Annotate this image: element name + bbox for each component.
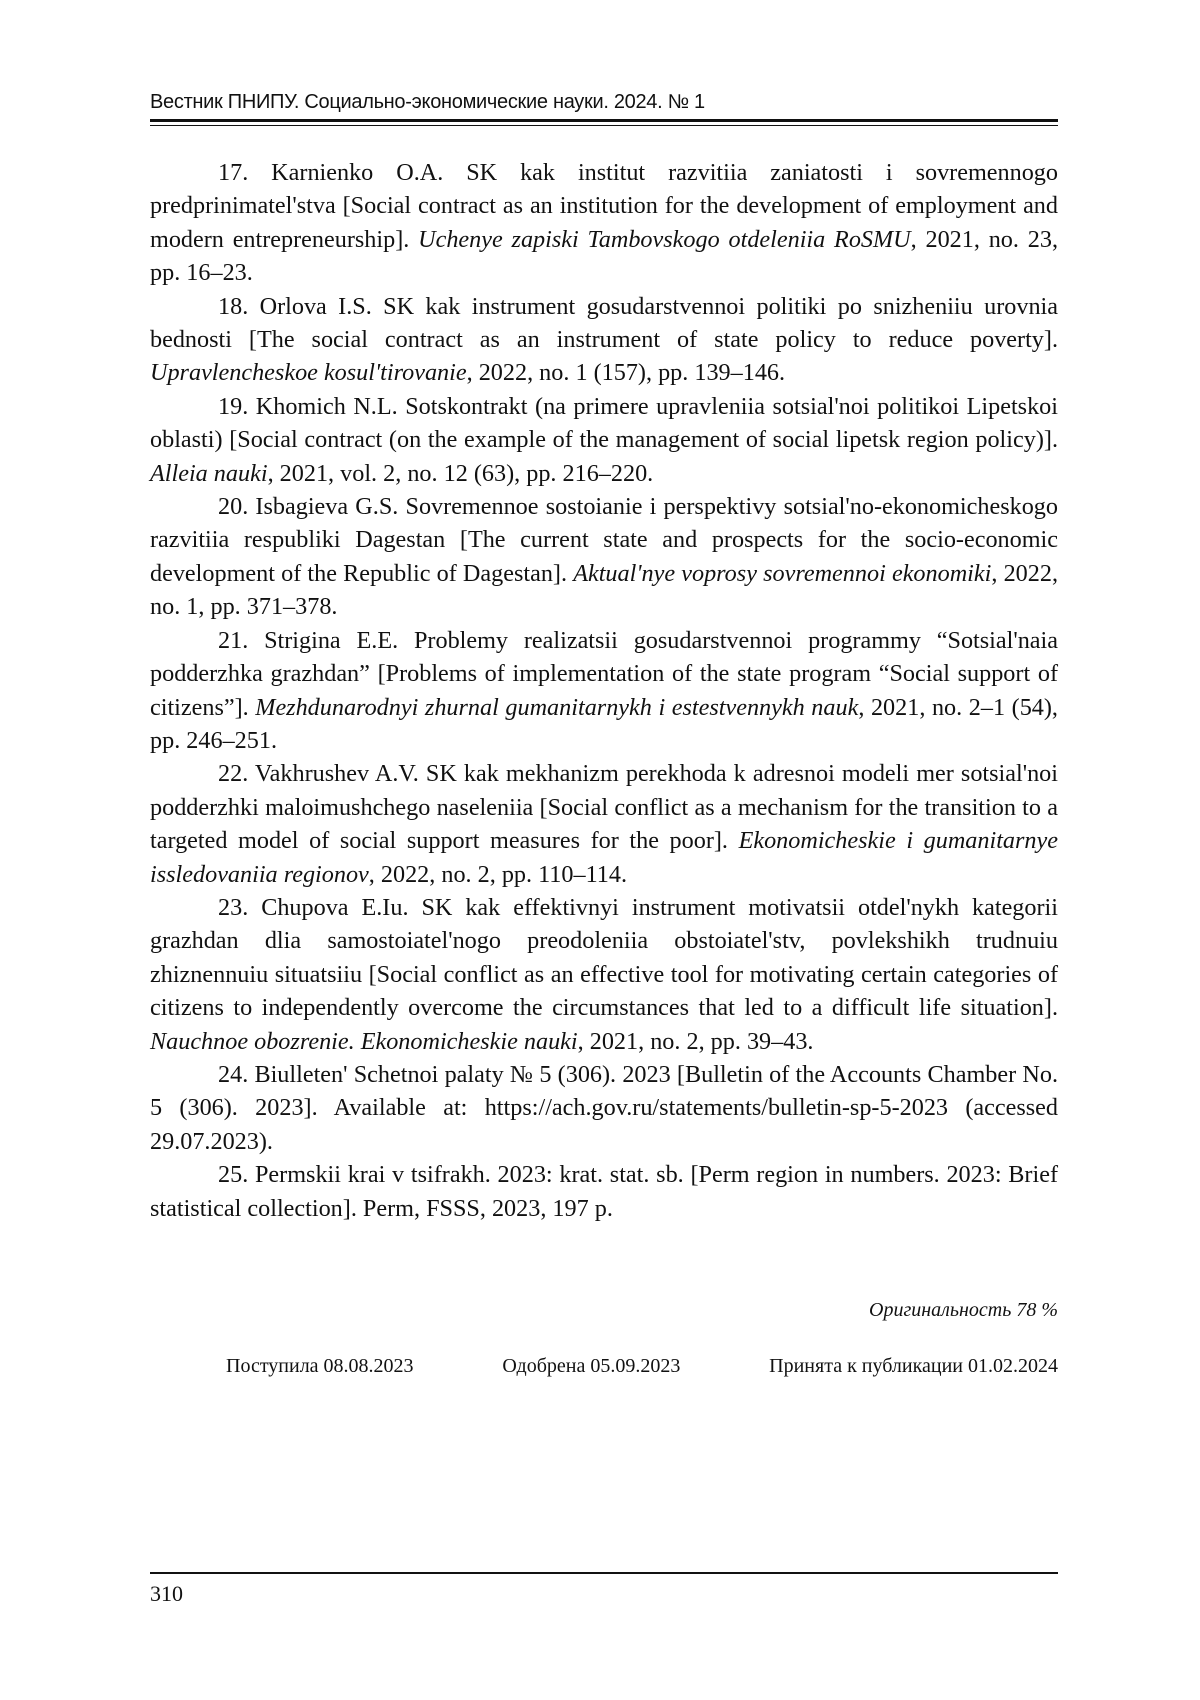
reference-text: 22. Vakhrushev A.V. SK kak mekhanizm perekhoda k adresnoi modeli mer sotsial'noi podderzhki maloimushchego naseleniia [Social conflict as a mechanism for the transition to a targeted model of social support measures for the poor]. — [150, 760, 1058, 855]
publication-dates — [226, 1353, 1058, 1379]
reference-details: , 2021, no. 23, pp. 16–23. — [150, 225, 1058, 287]
reference-item-24 — [150, 1058, 1058, 1158]
reference-item-25 — [150, 1158, 1058, 1225]
reference-list — [150, 156, 1058, 1225]
reference-details: , 2021, vol. 2, no. 12 (63), pp. 216–220. — [267, 459, 654, 487]
reference-source: Mezhdunarodnyi zhurnal gumanitarnykh i estestvennykh nauk — [255, 693, 859, 721]
reference-source: Aktual'nye voprosy sovremennoi ekonomiki — [573, 559, 992, 587]
reference-text: 24. Biulleten' Schetnoi palaty № 5 (306). 2023 [Bulletin of the Accounts Chamber No. 5 (306). 2023]. Available at: https://ach.gov.ru/statements/bulletin-sp-5-2023 (accessed 29.07.2023). — [150, 1060, 1058, 1155]
reference-text: 18. Orlova I.S. SK kak instrument gosudarstvennoi politiki po snizheniiu urovnia bednosti [The social contract as an instrument of state policy to reduce poverty]. — [150, 292, 1058, 354]
reference-item-23 — [150, 891, 1058, 1058]
reference-item-20 — [150, 490, 1058, 624]
received-date: Поступила 08.08.2023 — [226, 1355, 414, 1377]
reference-text: 20. Isbagieva G.S. Sovremennoe sostoianie i perspektivy sotsial'no-ekonomicheskogo razvitiia respubliki Dagestan [The current state and prospects for the socio-economic development of the Republic of Dagestan]. — [150, 493, 1058, 587]
reference-text: 25. Permskii krai v tsifrakh. 2023: krat. stat. sb. [Perm region in numbers. 2023: Brief statistical collection]. Perm, FSSS, 2023, 197 p. — [150, 1161, 1058, 1222]
reference-source: Upravlencheskoe kosul'tirovanie — [150, 359, 467, 387]
reference-source: Uchenye zapiski Tambovskogo otdeleniia RoSMU — [418, 225, 911, 253]
reference-text: 23. Chupova E.Iu. SK kak effektivnyi instrument motivatsii otdel'nykh kategorii grazhdan dlia samostoiatel'nogo preodoleniia obstoiatel'stv, povlekshikh trudnuiu zhiznennuiu situatsiiu [Social conflict as an effective tool for motivating certain categories of citizens to independently overcome the circumstances that led to a difficult life situation]. — [150, 893, 1058, 1022]
reference-details: , 2022, no. 1 (157), pp. 139–146. — [466, 359, 786, 387]
reference-details: , 2021, no. 2–1 (54), pp. 246–251. — [150, 693, 1058, 754]
reference-source: Ekonomicheskie i gumanitarnye issledovaniia regionov — [150, 827, 1058, 888]
reference-item-17 — [150, 156, 1058, 290]
reference-details: , 2021, no. 2, pp. 39–43. — [577, 1027, 814, 1055]
reference-item-21 — [150, 624, 1058, 758]
reference-text: 21. Strigina E.E. Problemy realizatsii gosudarstvennoi programmy “Sotsial'naia podderzhka grazhdan” [Problems of implementation of the state program “Social support of citizens”]. — [150, 626, 1058, 721]
page-number: 310 — [150, 1581, 183, 1606]
header-rule-thick — [150, 119, 1058, 122]
reference-item-18 — [150, 290, 1058, 390]
reference-text: 19. Khomich N.L. Sotskontrakt (na primere upravleniia sotsial'noi politikoi Lipetskoi oblasti) [Social contract (on the example of the management of social lipetsk region policy)]. — [150, 392, 1058, 454]
accepted-date: Принята к публикации 01.02.2024 — [769, 1355, 1058, 1377]
running-title: Вестник ПНИПУ. Социально-экономические науки. 2024. № 1 — [150, 91, 705, 113]
reference-item-22 — [150, 757, 1058, 891]
reference-source: Nauchnoe obozrenie. Ekonomicheskie nauki — [150, 1027, 578, 1055]
footer-rule — [150, 1572, 1058, 1574]
header-rule-thin — [150, 125, 1058, 126]
reference-source: Alleia nauki — [150, 459, 268, 487]
reference-item-19 — [150, 390, 1058, 490]
reference-text: 17. Karnienko O.A. SK kak institut razvitiia zaniatosti i sovremennogo predprinimatel'stva [Social contract as an institution for the development of employment and modern entrepreneurship]. — [150, 159, 1058, 253]
approved-date: Одобрена 05.09.2023 — [502, 1355, 681, 1377]
reference-details: , 2022, no. 2, pp. 110–114. — [368, 860, 628, 888]
reference-details: , 2022, no. 1, pp. 371–378. — [150, 559, 1058, 621]
originality-note: Оригинальность 78 % — [869, 1299, 1058, 1321]
